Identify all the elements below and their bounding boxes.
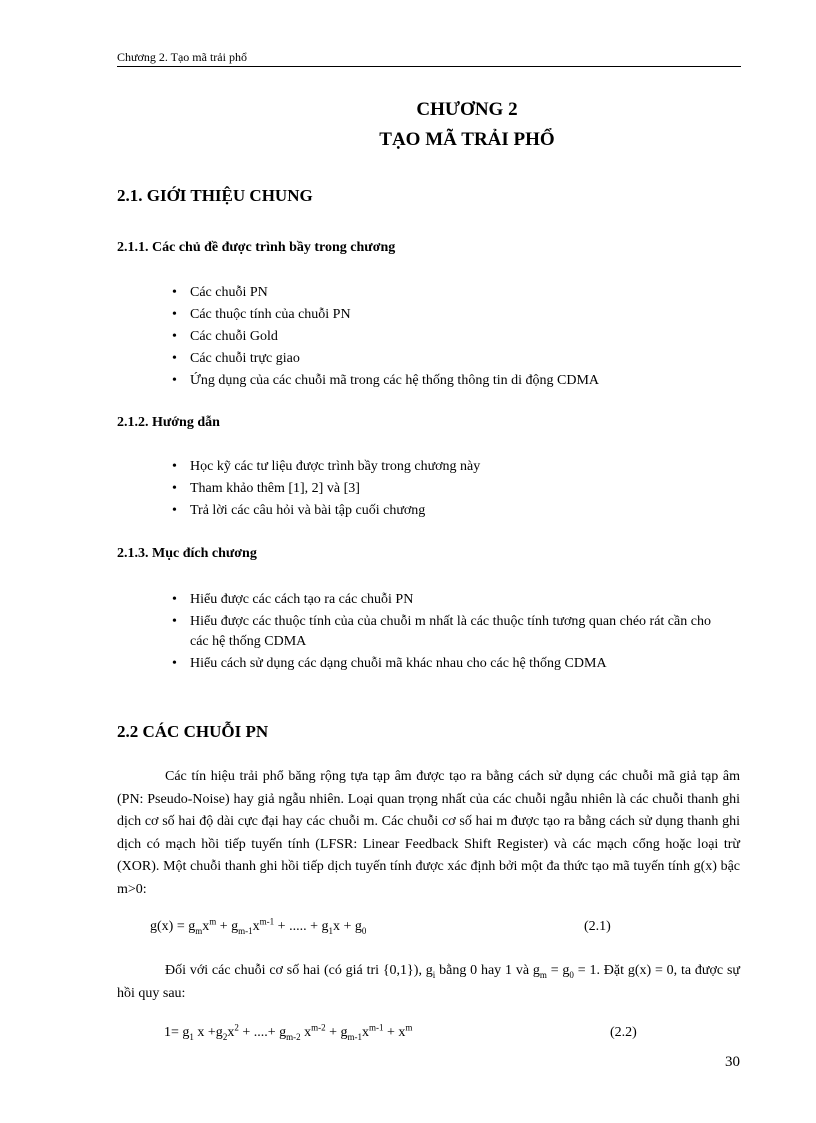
page-number: 30 bbox=[725, 1054, 740, 1070]
equation-2-2: $1= g_1$ $x +g_2x^2$ + ....+ $g_{m-2}$ $x^{m-2} + g_{m-1}x^{m-1} + x^m$ bbox=[164, 1022, 413, 1042]
list-item: • Tham khảo thêm [1], 2] và [3] bbox=[164, 478, 480, 500]
body-paragraph: Đối với các chuỗi cơ số hai (có giá tri {0,1}), $g_i$ bằng 0 hay 1 và $g_m = g_0 = 1$. Đặt g(x) = 0, ta được sự hồi quy sau: bbox=[117, 963, 740, 1001]
equation-number: (2.1) bbox=[584, 919, 611, 934]
section-heading-2-2: 2.2 CÁC CHUỖI PN bbox=[117, 722, 269, 741]
subsection-heading-2-1-2: 2.1.2. Hướng dẫn bbox=[117, 415, 220, 430]
list-item: • Các chuỗi trực giao bbox=[164, 348, 599, 370]
list-item: • Các thuộc tính của chuỗi PN bbox=[164, 304, 599, 326]
body-paragraph: Các tín hiệu trải phổ băng rộng tựa tạp âm được tạo ra bằng cách sử dụng các chuỗi mã giả tạp âm (PN: Pseudo-Noise) hay giả ngẫu nhiên. Loại quan trọng nhất của các chuỗi ngẫu nhiên là các chuỗi thanh ghi dịch cơ số hai độ dài cực đại hay các chuỗi m. Các chuỗi cơ số hai m được tạo ra bằng cách sử dụng thanh ghi dịch có mạch hồi tiếp tuyến tính (LFSR: Linear Feedback Shift Register) và các mạch cổng hoặc loại trừ (XOR). Một chuỗi thanh ghi hồi tiếp dịch tuyến tính được xác định bởi một đa thức tạo mã tuyến tính g(x) bậc m>0: bbox=[117, 769, 740, 897]
list-item: • Các chuỗi Gold bbox=[164, 326, 599, 348]
guide-list bbox=[164, 456, 480, 522]
subsection-heading-2-1-3: 2.1.3. Mục đích chương bbox=[117, 546, 257, 561]
running-header: Chương 2. Tạo mã trải phổ bbox=[117, 50, 741, 67]
objectives-list bbox=[164, 590, 720, 676]
list-item: • Hiểu được các thuộc tính của của chuỗi m nhất là các thuộc tính tương quan chéo rát cần cho các hệ thống CDMA bbox=[164, 612, 720, 652]
list-item: • Ứng dụng của các chuỗi mã trong các hệ thống thông tin di động CDMA bbox=[164, 370, 599, 392]
topics-list bbox=[164, 282, 599, 392]
section-heading-2-1: 2.1. GIỚI THIỆU CHUNG bbox=[117, 186, 313, 205]
list-item: • Trả lời các câu hỏi và bài tập cuối chương bbox=[164, 500, 480, 522]
list-item: • Hiểu cách sử dụng các dạng chuỗi mã khác nhau cho các hệ thống CDMA bbox=[164, 654, 720, 674]
subsection-heading-2-1-1: 2.1.1. Các chủ đề được trình bầy trong chương bbox=[117, 240, 396, 255]
chapter-number: CHƯƠNG 2 bbox=[416, 99, 518, 120]
list-item: • Học kỹ các tư liệu được trình bầy trong chương này bbox=[164, 456, 480, 478]
chapter-title: TẠO MÃ TRẢI PHỔ bbox=[379, 129, 555, 150]
list-item: • Các chuỗi PN bbox=[164, 282, 599, 304]
equation-number: (2.2) bbox=[610, 1025, 637, 1040]
equation-2-1: $g(x) = g_mx^m + g_{m-1}x^{m-1}$ + ..... + $g_1x + g_0$ bbox=[150, 916, 367, 936]
list-item: • Hiểu được các cách tạo ra các chuỗi PN bbox=[164, 590, 720, 610]
